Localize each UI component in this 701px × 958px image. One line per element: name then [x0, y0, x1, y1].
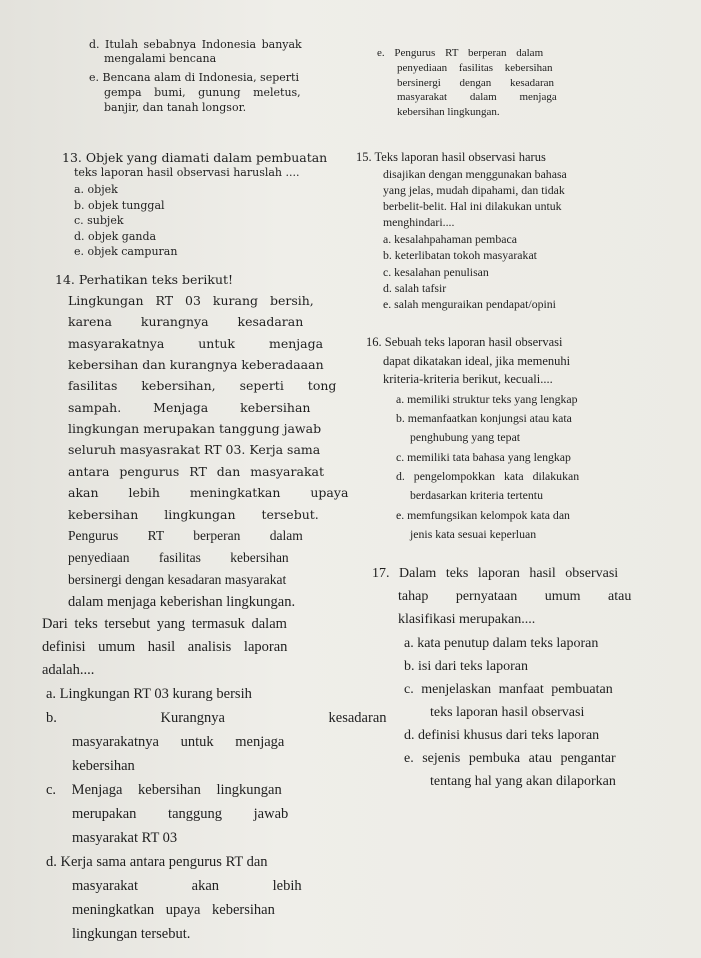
q13-option-b[interactable]: b. objek tunggal	[74, 199, 165, 212]
worksheet-page: d. Itulah sebabnya Indonesia banyak mengalami bencana e. Bencana alam di Indonesia, seperti gempa bumi, gunung meletus, banjir, dan tanah longsor. e. Pengurus RT berperan dalam penyediaan fasilitas kebersihan bersinergi dengan kesadaran masyarakat dalam menjaga kebersihan lingkungan. 13. Objek yang diamati dalam pembuatan teks laporan hasil observasi haruslah .... a. objek b. objek tunggal c. subjek d. objek ganda e. objek campuran 14. Perhatikan teks berikut! Lingkungan RT 03 kurang bersih, karena kurangnya kesadaran masyarakatnya untuk menjaga kebersihan dan kurangnya keberadaaan fasilitas kebersihan, seperti tong sampah. Menjaga kebersihan lingkungan merupakan tanggung jawab seluruh masyasrakat RT 03. Kerja sama antara pengurus RT dan masyarakat akan lebih meningkatkan upaya kebersihan lingkungan tersebut. Pengurus RT berperan dalam penyediaan fasilitas kebersihan bersinergi dengan kesadaran masyarakat dalam menjaga keberishan lingkungan. Dari teks tersebut yang termasuk dalam definisi umum hasil analisis laporan adalah.... a. Lingkungan RT 03 kurang bersih b. Kurangnya kesadaran masyarakatnya untuk menjaga kebersihan c. Menjaga kebersihan lingkungan merupakan tanggung jawab masyarakat RT 03 d. Kerja sama antara pengurus RT dan masyarakat akan lebih meningkatkan upaya kebersihan lingkungan tersebut. 15. Teks laporan hasil observasi harus disajikan dengan menggunakan bahasa yang jelas, mudah dipahami, dan tidak berbelit-belit. Hal ini dilakukan untuk menghindari.... a. kesalahpahaman pembaca b. keterlibatan tokoh masyarakat c. kesalahan penulisan d. salah tafsir e. salah menguraikan pendapat/opini 16. Sebuah teks laporan hasil observasi dapat dikatakan ideal, jika memenuhi kriteria-kriteria berikut, kecuali.... a. memiliki struktur teks yang lengkap b. memanfaatkan konjungsi atau kata penghubung yang tepat c. memiliki tata bahasa yang lengkap d. pengelompokkan kata dilakukan berdasarkan kriteria tertentu e. memfungsikan kelompok kata dan jenis kata sesuai keperluan 17. Dalam teks laporan hasil observasi tahap pernyataan umum atau klasifikasi merupakan.... a. kata penutup dalam teks laporan b. isi dari teks laporan c. menjelaskan manfaat pembuatan teks laporan hasil observasi d. definisi khusus dari teks laporan e. sejenis pembuka atau pengantar tentang hal yang akan dilaporkan	[0, 0, 701, 958]
q13-option-a[interactable]: a. objek	[74, 183, 118, 196]
q17-option-d[interactable]: d. definisi khusus dari teks laporan	[404, 728, 600, 743]
q13-option-e[interactable]: e. objek campuran	[74, 245, 178, 258]
q16-option-c[interactable]: c. memiliki tata bahasa yang lengkap	[396, 450, 571, 464]
q16-option-a[interactable]: a. memiliki struktur teks yang lengkap	[396, 392, 578, 406]
q15-option-a[interactable]: a. kesalahpahaman pembaca	[383, 232, 517, 246]
q14-option-a[interactable]: a. Lingkungan RT 03 kurang bersih	[46, 686, 252, 702]
q15-option-d[interactable]: d. salah tafsir	[383, 281, 447, 295]
q13-option-d[interactable]: d. objek ganda	[74, 230, 157, 243]
q13-option-c[interactable]: c. subjek	[74, 214, 124, 227]
q17-option-a[interactable]: a. kata penutup dalam teks laporan	[404, 636, 599, 651]
q17-option-b[interactable]: b. isi dari teks laporan	[404, 659, 529, 674]
q15-option-c[interactable]: c. kesalahan penulisan	[383, 265, 489, 279]
q15-option-b[interactable]: b. keterlibatan tokoh masyarakat	[383, 248, 537, 262]
q15-option-e[interactable]: e. salah menguraikan pendapat/opini	[383, 297, 556, 311]
